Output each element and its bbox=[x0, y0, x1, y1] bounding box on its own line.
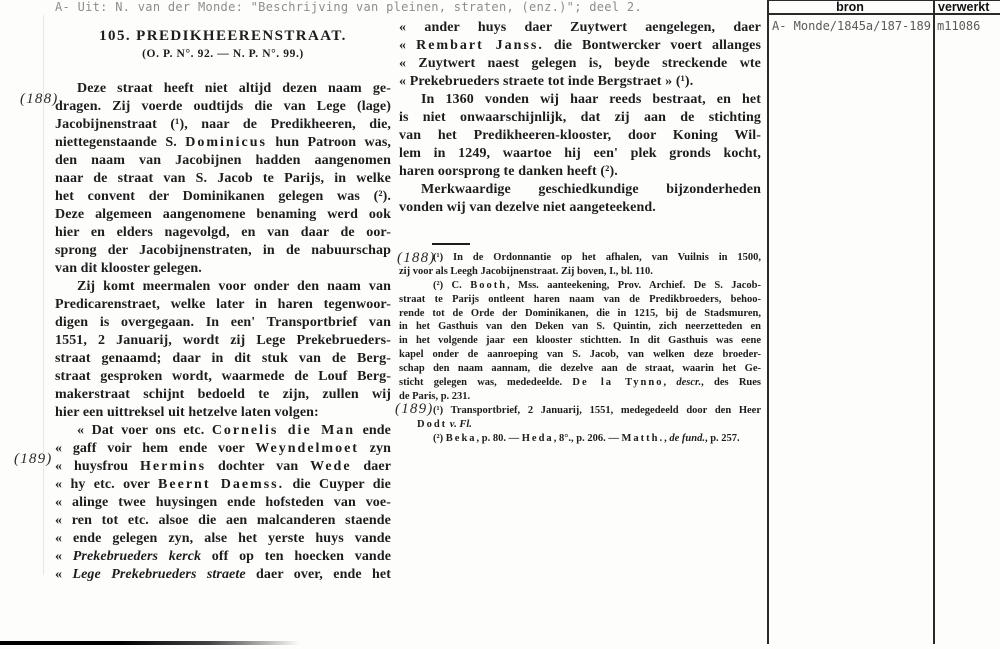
body-text-line: In 1360 vonden wij haar reeds bestraat, en het bbox=[421, 92, 761, 107]
footnote-line: in het volgende jaar een klooster stichtten. In dit Gasthuis was eene bbox=[399, 335, 761, 347]
body-text-line: « ende gelegen zyn, alse het yerste huys vande bbox=[55, 531, 391, 546]
table-header-bron: bron bbox=[836, 0, 864, 14]
body-text-line: hier een uittreksel uit hetzelve laten volgen: bbox=[55, 405, 319, 420]
body-text-line: « gaff voir hem ende voer Weyndelmoet zyn bbox=[55, 441, 391, 456]
body-text-line: straat gesproken wordt, waarmede de Louf Berg- bbox=[55, 369, 391, 384]
table-cell-bron: A- Monde/1845a/187-189 bbox=[772, 19, 931, 33]
footnote-line: in het Gasthuis van den Deken van S. Quintin, zich neerzetteden en bbox=[399, 321, 761, 333]
body-text-line: Jacobijnenstraat (¹), naar de Predikheeren, die, bbox=[55, 117, 391, 132]
footnote-line: rende tot de Orde der Dominikanen, die in 1215, bij de Stadsmuren, bbox=[399, 307, 761, 319]
body-text-line: 1551, 2 Januarij, wordt zij Lege Prekebrueders- bbox=[55, 333, 391, 348]
margin-page-number: (188) bbox=[20, 91, 59, 107]
article-subtitle: (O. P. N°. 92. — N. P. N°. 99.) bbox=[142, 48, 304, 60]
body-text-line: niettegenstaande S. Dominicus hun Patroon was, bbox=[55, 135, 391, 150]
right-text-column bbox=[399, 19, 761, 217]
body-text-line: « ander huys daer Zuytwert aengelegen, daer bbox=[399, 20, 761, 35]
body-text-line: « Zuytwert naest gelegen is, beyde streckende wte bbox=[399, 56, 761, 71]
body-text-line: van dit klooster gelegen. bbox=[55, 261, 202, 276]
table-left-border bbox=[767, 0, 769, 644]
footnote-line: schap den naam aannam, die dezelve aan de straat, waarin het Ge- bbox=[399, 363, 761, 375]
article-heading bbox=[55, 28, 391, 60]
body-text-line: « Rembart Janss. die Bontwercker voert allanges bbox=[399, 38, 761, 53]
table-cell-verwerkt: m11086 bbox=[937, 19, 981, 33]
scan-artifact-bar bbox=[0, 641, 300, 645]
body-text-line: hier en elders nagevolgd, en van daar de oor- bbox=[55, 225, 391, 240]
footnote-line: straat te Parijs ontleent haren naam van de Predikbroeders, behoo- bbox=[399, 293, 761, 305]
body-text-line: Merkwaardige geschiedkundige bijzonderheden bbox=[421, 182, 761, 197]
body-text-line: den naam van Jacobijnen hadden aangenomen bbox=[55, 153, 391, 168]
body-text-line: vonden wij van dezelve niet aangeteekend. bbox=[399, 200, 656, 215]
body-text-line: dragen. Zij voerde oudtijds die van Lege (lage) bbox=[55, 99, 391, 114]
body-text-line: Predicarenstraet, welke later in haren tegenwoor- bbox=[55, 297, 391, 312]
footnote-line: (¹) In de Ordonnantie op het afhalen, van Vuilnis in 1500, bbox=[433, 252, 761, 263]
body-text-line: « alinge twee huysingen ende hofsteden van voe- bbox=[55, 495, 391, 510]
footnotes-block bbox=[399, 251, 761, 445]
body-text-line: lem in 1249, waartoe hij een' plek gronds kocht, bbox=[399, 146, 761, 161]
body-text-line: « Prekebrueders kerck off op ten hoecken vande bbox=[55, 549, 391, 564]
body-text-line: het convent der Dominikanen gelegen was (²). bbox=[55, 189, 391, 204]
body-text-line: van het Predikheeren-klooster, door Koning Wil- bbox=[399, 128, 761, 143]
body-text-line: digen is overgegaan. In een' Transportbrief van bbox=[55, 315, 391, 330]
table-column-divider bbox=[933, 0, 935, 644]
article-title: 105. PREDIKHEERENSTRAAT. bbox=[99, 28, 347, 44]
body-text-line: sprong der Jacobijnenstraten, in de nabuurschap bbox=[55, 243, 391, 258]
body-text-line: Deze straat heeft niet altijd dezen naam ge- bbox=[77, 81, 391, 96]
body-text-line: haren oorsprong te danken heeft (²). bbox=[399, 164, 618, 179]
footnote-line: (²) C. Booth, Mss. aanteekening, Prov. Archief. De S. Jacob- bbox=[433, 279, 761, 291]
footnote-line: zij voor als Leegh Jacobijnenstraat. Zij boven, I., bl. 110. bbox=[399, 265, 653, 277]
body-text-line: « Prekebrueders straete tot inde Bergstraet » (¹). bbox=[399, 74, 694, 89]
footnote-line: (¹) Transportbrief, 2 Januarij, 1551, medegedeeld door den Heer bbox=[433, 404, 761, 416]
body-text-line: is niet onwaarschijnlijk, dat zij aan de stichting bbox=[399, 110, 761, 125]
footnote-line: sticht gelegen was, mededeelde. De la Tynno, descr., des Rues bbox=[399, 377, 761, 389]
body-text-line: « hy etc. over Beernt Daemss. die Cuyper die bbox=[55, 477, 391, 492]
left-text-column bbox=[55, 80, 391, 584]
body-text-line: « huysfrou Hermins dochter van Wede daer bbox=[55, 459, 391, 474]
margin-page-number: (189) bbox=[14, 451, 53, 467]
footnote-line: (²) Beka, p. 80. — Heda, 8°., p. 206. — Matth., de fund., p. 257. bbox=[433, 432, 740, 444]
footnote-line: Dodt v. Fl. bbox=[417, 418, 472, 430]
body-text-line: naar de straat van S. Jacob te Parijs, in welke bbox=[55, 171, 391, 186]
margin-page-number: (188) bbox=[397, 250, 436, 266]
body-text-line: Zij komt meermalen voor onder den naam van bbox=[77, 279, 391, 294]
footnote-rule bbox=[432, 243, 470, 245]
body-text-line: « Lege Prekebrueders straete daer over, ende het bbox=[55, 567, 391, 582]
margin-page-number: (189) bbox=[395, 401, 434, 417]
body-text-line: « Dat voer ons etc. Cornelis die Man ende bbox=[77, 423, 391, 438]
source-annotation-label: A- Uit: N. van der Monde: "Beschrijving van pleinen, straten, (enz.)"; deel 2. bbox=[55, 0, 642, 14]
body-text-line: straat genaamd; daar in dit stuk van de Berg- bbox=[55, 351, 391, 366]
body-text-line: Deze algemeen aangenomene benaming werd ook bbox=[55, 207, 391, 222]
table-header-verwerkt: verwerkt bbox=[938, 0, 990, 14]
footnote-line: kapel onder de aanroeping van S. Jacob, van welken deze broeder- bbox=[399, 349, 761, 361]
body-text-line: makerstraat schijnt bedoeld te zijn, zullen wij bbox=[55, 387, 391, 402]
footnote-line: de Paris, p. 231. bbox=[399, 390, 471, 402]
body-text-line: « ren tot etc. alsoe die aen malcanderen staende bbox=[55, 513, 391, 528]
